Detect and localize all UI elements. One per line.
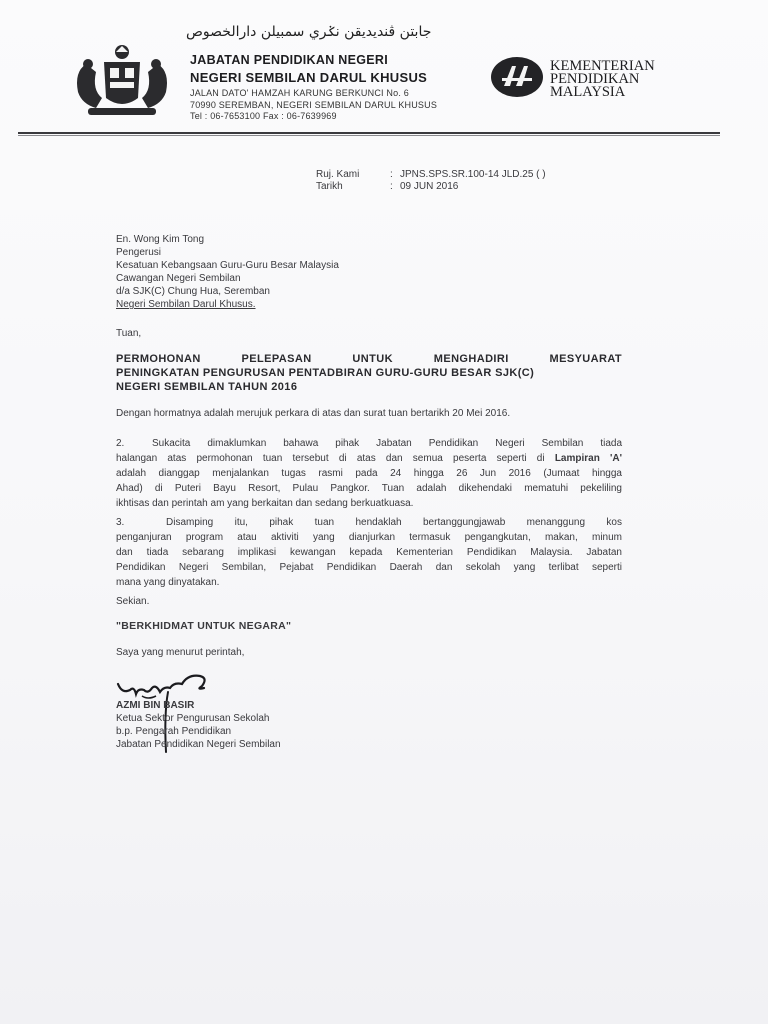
paragraph-2-line-4: Ahad) di Puteri Bayu Resort, Pulau Pangkor. Tuan adalah dikehendaki mematuhi pekeliling — [116, 483, 622, 494]
contact-line: Tel : 06-7653100 Fax : 06-7639969 — [190, 111, 337, 121]
kpm-logo — [490, 56, 544, 98]
kpm-text-line-2: PENDIDIKAN — [550, 71, 640, 87]
attachment-reference: Lampiran 'A' — [554, 453, 623, 464]
reference-label: Ruj. Kami — [316, 169, 360, 180]
letter-subject — [116, 352, 622, 394]
paragraph-1: Dengan hormatnya adalah merujuk perkara di atas dan surat tuan bertarikh 20 Mei 2016. — [116, 408, 511, 419]
closing-sekian: Sekian. — [116, 596, 150, 607]
kpm-text-line-3: MALAYSIA — [550, 84, 626, 100]
paragraph-2-line-5: ikhtisas dan perintah am yang berkaitan dan sedang berkuatkuasa. — [116, 498, 414, 509]
signer-title-3: Jabatan Pendidikan Negeri Sembilan — [116, 739, 281, 750]
paragraph-3-line-4: Pendidikan Negeri Sembilan, Pejabat Pendidikan Daerah dan sekolah yang terlibat seperti — [116, 562, 622, 573]
paragraph-3-line-1: Disamping itu, pihak tuan hendaklah bertanggungjawab menanggung kos — [166, 517, 622, 528]
paragraph-3-number: 3. — [116, 517, 125, 528]
paragraph-2 — [116, 436, 622, 511]
signer-name: AZMI BIN BASIR — [116, 700, 195, 711]
paragraph-2-number: 2. — [116, 438, 125, 449]
recipient-title: Pengerusi — [116, 247, 162, 258]
reference-number: JPNS.SPS.SR.100-14 JLD.25 ( ) — [400, 169, 546, 180]
paragraph-3 — [116, 515, 622, 590]
paragraph-3-line-2: penganjuran program atau aktiviti yang dianjurkan termasuk pengangkutan, makan, minum — [116, 532, 622, 543]
department-name: JABATAN PENDIDIKAN NEGERI — [190, 53, 389, 67]
state-name: NEGERI SEMBILAN DARUL KHUSUS — [190, 70, 428, 85]
kpm-text-line-1: KEMENTERIAN — [550, 58, 655, 74]
paragraph-2-line-1: Sukacita dimaklumkan bahawa pihak Jabatan Pendidikan Negeri Sembilan tiada — [152, 438, 622, 449]
subject-line-1: PERMOHONAN PELEPASAN UNTUK MENGHADIRI MESYUARAT — [116, 353, 622, 365]
subject-line-2: PENINGKATAN PENGURUSAN PENTADBIRAN GURU-GURU BESAR SJK(C) — [116, 367, 535, 379]
paragraph-3-line-5: mana yang dinyatakan. — [116, 577, 220, 588]
paragraph-2-line-2: halangan atas permohonan tuan tersebut di atas dan semua peserta seperti di Lampiran 'A' — [116, 453, 623, 464]
reference-colon: : — [390, 169, 393, 180]
recipient-address: d/a SJK(C) Chung Hua, Seremban — [116, 286, 270, 297]
recipient-state: Negeri Sembilan Darul Khusus. — [116, 299, 256, 310]
recipient-branch: Cawangan Negeri Sembilan — [116, 273, 241, 284]
signer-title-2: b.p. Pengarah Pendidikan — [116, 726, 232, 737]
letter-date: 09 JUN 2016 — [400, 181, 459, 192]
signer-title-1: Ketua Sektor Pengurusan Sekolah — [116, 713, 270, 724]
header-divider-thin — [18, 135, 720, 136]
paragraph-3-line-3: dan tiada sebarang implikasi kewangan kepada Kementerian Pendidikan Malaysia. Jabatan — [116, 547, 622, 558]
header-divider — [18, 132, 720, 134]
subject-line-3: NEGERI SEMBILAN TAHUN 2016 — [116, 381, 298, 393]
address-line-2: 70990 SEREMBAN, NEGERI SEMBILAN DARUL KHUSUS — [190, 100, 438, 110]
recipient-name: En. Wong Kim Tong — [116, 234, 205, 245]
coat-of-arms-logo — [66, 42, 176, 122]
salutation: Tuan, — [116, 328, 142, 339]
date-colon: : — [390, 181, 393, 192]
address-line-1: JALAN DATO' HAMZAH KARUNG BERKUNCI No. 6 — [190, 88, 409, 98]
date-label: Tarikh — [316, 181, 343, 192]
jawi-title: جابتن ڤنديديقن نݢري سمبيلن دارالخصوص — [186, 24, 432, 40]
paragraph-2-line-3: adalah dianggap menjalankan tugas rasmi pada 24 hingga 26 Jun 2016 (Jumaat hingga — [116, 468, 622, 479]
closing-phrase: Saya yang menurut perintah, — [116, 647, 245, 658]
recipient-org: Kesatuan Kebangsaan Guru-Guru Besar Malaysia — [116, 260, 339, 271]
motto: "BERKHIDMAT UNTUK NEGARA" — [116, 620, 292, 632]
